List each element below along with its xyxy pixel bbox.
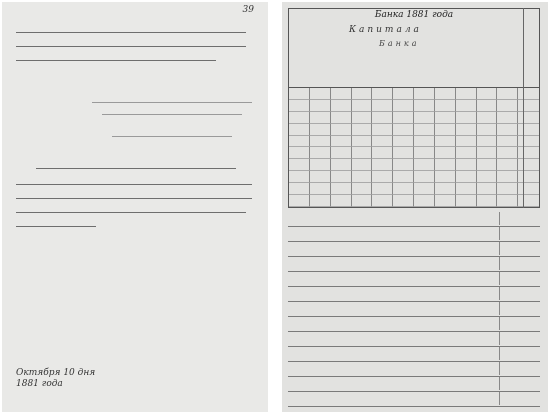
ledger-cell (456, 183, 477, 195)
ledger-cell (435, 100, 456, 112)
date-line: 1881 года (16, 379, 63, 389)
ledger-summary-row (288, 302, 540, 317)
ledger-amount-cell (499, 362, 540, 375)
ledger-cell (289, 88, 310, 100)
ledger-cell (310, 88, 331, 100)
ledger-amount-cell (499, 302, 540, 315)
ledger-amount-cell (499, 257, 540, 270)
ledger-cell (497, 195, 518, 207)
handwritten-line (16, 184, 252, 185)
ledger-summary-row (288, 377, 540, 392)
ledger-cell (435, 88, 456, 100)
ledger-summary-row (288, 332, 540, 347)
ledger-cell (456, 159, 477, 171)
ledger-cell (435, 183, 456, 195)
ledger-cell (289, 195, 310, 207)
ledger-cell (477, 100, 498, 112)
ledger-cell (352, 124, 373, 136)
ledger-cell (414, 88, 435, 100)
ledger-cell (393, 112, 414, 124)
ledger-amount-cell (499, 377, 540, 390)
handwritten-line (112, 136, 232, 137)
ledger-cell (456, 124, 477, 136)
ledger-summary (288, 212, 540, 407)
ledger-cell (331, 159, 352, 171)
ledger-cell (310, 100, 331, 112)
ledger-cell (435, 159, 456, 171)
ledger-cell (414, 136, 435, 148)
ledger-cell (393, 136, 414, 148)
ledger-amount-cell (499, 212, 540, 225)
ledger-cell (352, 183, 373, 195)
ledger-summary-row (288, 347, 540, 362)
handwritten-line (36, 168, 236, 169)
right-page (282, 2, 548, 412)
ledger-cell (289, 171, 310, 183)
ledger-amount-cell (499, 347, 540, 360)
ledger-cell (456, 88, 477, 100)
handwritten-line (16, 198, 252, 199)
ledger-cell (393, 183, 414, 195)
ledger-cell (331, 88, 352, 100)
handwritten-line (102, 114, 242, 115)
ledger-amount-cell (499, 227, 540, 240)
ledger-table (288, 88, 540, 208)
ledger-cell (414, 171, 435, 183)
ledger-cell (310, 136, 331, 148)
ledger-cell (477, 195, 498, 207)
ledger-cell (393, 124, 414, 136)
ledger-amount-cell (499, 242, 540, 255)
ledger-cell (310, 124, 331, 136)
ledger-cell (393, 195, 414, 207)
ledger-cell (289, 136, 310, 148)
ledger-cell (352, 195, 373, 207)
ledger-cell (331, 195, 352, 207)
ledger-summary-row (288, 317, 540, 332)
ledger-cell (477, 112, 498, 124)
ledger-cell (435, 171, 456, 183)
ledger-cell (456, 100, 477, 112)
ledger-cell (331, 183, 352, 195)
ledger-cell (497, 112, 518, 124)
ledger-cell (372, 183, 393, 195)
ledger-cell (393, 159, 414, 171)
ledger-summary-row (288, 242, 540, 257)
ledger-cell (352, 136, 373, 148)
ledger-amount-cell (499, 272, 540, 285)
ledger-cell (352, 147, 373, 159)
ledger-cell (456, 171, 477, 183)
ledger-cell (352, 171, 373, 183)
ledger-cell (456, 195, 477, 207)
ledger-cell (352, 112, 373, 124)
handwritten-line (16, 32, 246, 33)
ledger-cell (414, 100, 435, 112)
handwritten-line (16, 212, 246, 213)
ledger-cell (414, 112, 435, 124)
ledger-amount-cell (499, 332, 540, 345)
ledger-cell (289, 147, 310, 159)
ledger-cell (414, 195, 435, 207)
ledger-cell (372, 159, 393, 171)
ledger-cell (477, 171, 498, 183)
ledger-cell (289, 112, 310, 124)
ledger-cell (372, 124, 393, 136)
ledger-cell (497, 124, 518, 136)
ledger-cell (372, 195, 393, 207)
ledger-cell (393, 171, 414, 183)
ledger-cell (497, 136, 518, 148)
ledger-cell (435, 147, 456, 159)
ledger-amount-cell (499, 287, 540, 300)
ledger-cell (497, 171, 518, 183)
ledger-summary-row (288, 392, 540, 407)
ledger-cell (456, 112, 477, 124)
ledger-cell (435, 195, 456, 207)
ledger-cell (497, 147, 518, 159)
ledger-cell (310, 159, 331, 171)
handwritten-line (92, 102, 252, 103)
ledger-cell (310, 171, 331, 183)
ledger-cell (372, 100, 393, 112)
ledger-cell (310, 195, 331, 207)
ledger-cell (331, 136, 352, 148)
ledger-summary-row (288, 287, 540, 302)
ledger-cell (393, 100, 414, 112)
ledger-cell (435, 112, 456, 124)
handwritten-line (16, 46, 246, 47)
ledger-cell (497, 100, 518, 112)
ledger-cell (352, 100, 373, 112)
ledger-amount-cell (499, 317, 540, 330)
page-number: 39 (242, 5, 254, 15)
ledger-cell (331, 112, 352, 124)
ledger-cell (372, 147, 393, 159)
ledger-cell (456, 147, 477, 159)
ledger-cell (289, 183, 310, 195)
ledger-summary-row (288, 272, 540, 287)
table-header (288, 8, 540, 88)
handwritten-line (16, 226, 96, 227)
ledger-cell (352, 88, 373, 100)
ledger-cell (331, 147, 352, 159)
ledger-cell (477, 183, 498, 195)
ledger-cell (393, 147, 414, 159)
ledger-cell (414, 159, 435, 171)
ledger-cell (497, 159, 518, 171)
ledger-cell (414, 147, 435, 159)
ledger-cell (497, 183, 518, 195)
ledger-cell (497, 88, 518, 100)
ledger-cell (477, 88, 498, 100)
table-title: Банка 1881 года (374, 10, 454, 20)
ledger-cell (414, 124, 435, 136)
vertical-column (523, 8, 542, 208)
ledger-cell (435, 124, 456, 136)
handwritten-line (16, 60, 216, 61)
ledger-cell (393, 88, 414, 100)
ledger-cell (310, 147, 331, 159)
ledger-cell (331, 171, 352, 183)
date-line: Октября 10 дня (16, 368, 96, 378)
ledger-cell (414, 183, 435, 195)
ledger-cell (331, 124, 352, 136)
ledger-cell (331, 100, 352, 112)
ledger-cell (310, 112, 331, 124)
ledger-cell (477, 124, 498, 136)
ledger-summary-row (288, 212, 540, 227)
ledger-cell (372, 112, 393, 124)
ledger-cell (372, 136, 393, 148)
ledger-summary-row (288, 362, 540, 377)
ledger-cell (352, 159, 373, 171)
ledger-cell (372, 88, 393, 100)
ledger-cell (289, 159, 310, 171)
ledger-cell (289, 124, 310, 136)
ledger-cell (456, 136, 477, 148)
ledger-cell (477, 147, 498, 159)
ledger-cell (372, 171, 393, 183)
ledger-cell (289, 100, 310, 112)
ledger-amount-cell (499, 392, 540, 405)
ledger-cell (310, 183, 331, 195)
ledger-cell (435, 136, 456, 148)
table-subtitle: Капитала (349, 25, 422, 35)
ledger-cell (477, 159, 498, 171)
table-subtitle: Банка (379, 39, 420, 48)
ledger-summary-row (288, 257, 540, 272)
date-block (16, 368, 95, 390)
ledger-cell (477, 136, 498, 148)
ledger-summary-row (288, 227, 540, 242)
left-page (2, 2, 268, 412)
